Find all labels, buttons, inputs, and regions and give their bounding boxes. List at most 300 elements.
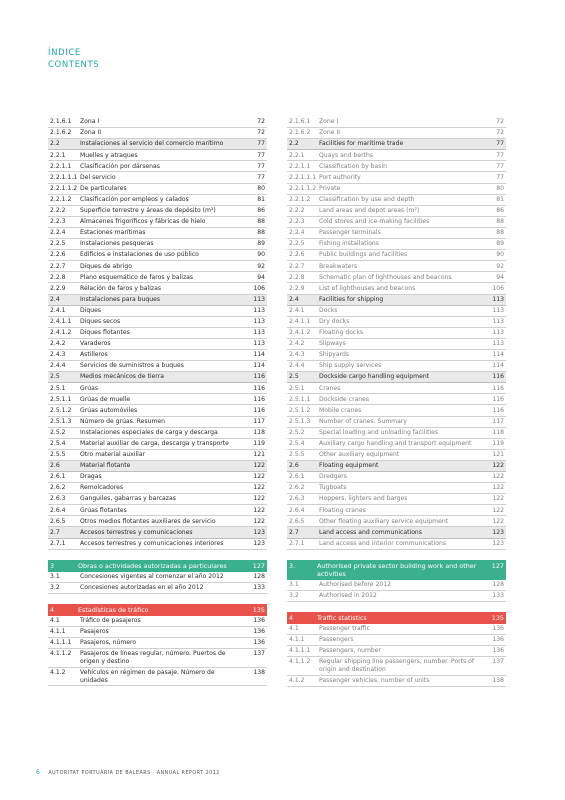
toc-row[interactable]	[287, 427, 506, 438]
toc-page: 77	[482, 161, 506, 172]
toc-row[interactable]	[48, 572, 267, 583]
toc-page: 86	[482, 205, 506, 216]
toc-row[interactable]	[287, 449, 506, 460]
toc-title: De particulares	[78, 183, 243, 194]
toc-number: 2.6.2	[287, 483, 317, 494]
chapter-page: 135	[491, 613, 504, 622]
toc-title: List of lighthouses and beacons	[317, 283, 482, 294]
toc-number: 4.1.2	[287, 675, 317, 686]
toc-row[interactable]	[48, 117, 267, 128]
chapter-header[interactable]	[287, 560, 506, 580]
toc-page: 122	[243, 505, 267, 516]
toc-page: 77	[243, 139, 267, 150]
toc-page: 119	[243, 438, 267, 449]
toc-number: 4.1.1.1	[48, 638, 78, 649]
toc-number: 2.5.4	[48, 438, 78, 449]
toc-title: Instalaciones especiales de carga y descarga	[78, 427, 243, 438]
toc-page: 114	[482, 349, 506, 360]
toc-number: 2.2.2	[48, 205, 78, 216]
toc-row[interactable]	[287, 338, 506, 349]
toc-row[interactable]	[287, 183, 506, 194]
toc-row[interactable]	[48, 128, 267, 139]
toc-page: 77	[243, 172, 267, 183]
toc-number: 4.1.1.2	[48, 649, 78, 668]
toc-row[interactable]	[287, 117, 506, 128]
toc-row[interactable]	[287, 261, 506, 272]
toc-title: Passenger traffic	[317, 624, 482, 635]
toc-row[interactable]	[287, 383, 506, 394]
toc-title: Servicios de suministros a buques	[78, 361, 243, 372]
toc-row[interactable]	[48, 349, 267, 360]
chapter-header[interactable]	[287, 612, 506, 624]
toc-title: Breakwaters	[317, 261, 482, 272]
toc-section-row[interactable]	[48, 294, 267, 305]
toc-page: 122	[482, 505, 506, 516]
toc-number: 2.7	[287, 527, 317, 538]
chapter-number: 3	[50, 561, 55, 570]
toc-number: 2.2.3	[287, 216, 317, 227]
toc-page: 122	[243, 483, 267, 494]
toc-title: Cold stores and ice-making facilities	[317, 216, 482, 227]
footer-text: AUTORITAT PORTUÀRIA DE BALEARS · ANNUAL REPORT 2012	[48, 771, 220, 776]
toc-section-row[interactable]	[287, 527, 506, 538]
toc-title: Diques	[78, 305, 243, 316]
toc-page: 116	[243, 383, 267, 394]
toc-title: Hoppers, lighters and barges	[317, 494, 482, 505]
toc-number: 2.7	[48, 527, 78, 538]
toc-row[interactable]	[48, 667, 267, 686]
toc-title: Estaciones marítimas	[78, 227, 243, 238]
title-en: CONTENTS	[48, 60, 100, 70]
toc-page: 113	[243, 316, 267, 327]
toc-number: 2.6.2	[48, 483, 78, 494]
toc-title: Clasificación por dársenas	[78, 161, 243, 172]
toc-number: 4.1	[287, 624, 317, 635]
toc-number: 4.1.2	[48, 667, 78, 686]
toc-row[interactable]	[287, 316, 506, 327]
toc-page: 72	[482, 128, 506, 139]
toc-number: 3.2	[48, 582, 78, 593]
toc-title: Dredgers	[317, 472, 482, 483]
toc-section-row[interactable]	[287, 294, 506, 305]
toc-page: 117	[243, 416, 267, 427]
chapter-page: 127	[491, 561, 504, 570]
toc-page: 92	[482, 261, 506, 272]
toc-title: Floating cranes	[317, 505, 482, 516]
toc-number: 2.4.2	[48, 338, 78, 349]
toc-title: Passenger vehicles, number of units	[317, 675, 482, 686]
toc-number: 4.1.1.2	[287, 657, 317, 676]
toc-number: 3.1	[287, 580, 317, 591]
toc-title: Dockside cranes	[317, 394, 482, 405]
toc-page: 138	[243, 667, 267, 686]
toc-page: 106	[482, 283, 506, 294]
toc-row[interactable]	[48, 383, 267, 394]
toc-row[interactable]	[48, 505, 267, 516]
toc-number: 2.1.6.1	[48, 117, 78, 128]
toc-row[interactable]	[287, 590, 506, 601]
toc-number: 2.4.1.2	[287, 327, 317, 338]
chapter-header[interactable]	[48, 560, 267, 572]
toc-page: 113	[243, 294, 267, 305]
toc-row[interactable]	[48, 150, 267, 161]
toc-page: 113	[482, 327, 506, 338]
toc-section-row[interactable]	[287, 139, 506, 150]
toc-row[interactable]	[48, 172, 267, 183]
chapter-page: 135	[252, 605, 265, 614]
toc-page: 80	[243, 183, 267, 194]
toc-title: Edificios e instalaciones de uso público	[78, 250, 243, 261]
toc-number: 2.2.1	[287, 150, 317, 161]
toc-page: 138	[482, 675, 506, 686]
toc-title: Mobile cranes	[317, 405, 482, 416]
toc-page: 123	[482, 538, 506, 549]
toc-row[interactable]	[287, 580, 506, 591]
toc-number: 2.2.7	[48, 261, 78, 272]
toc-row[interactable]	[48, 361, 267, 372]
toc-row[interactable]	[287, 505, 506, 516]
toc-page: 136	[482, 624, 506, 635]
toc-row[interactable]	[287, 483, 506, 494]
toc-number: 2.2.8	[287, 272, 317, 283]
toc-number: 4.1	[48, 616, 78, 627]
toc-row[interactable]	[48, 272, 267, 283]
chapter-number: 4	[50, 605, 55, 614]
toc-row[interactable]	[48, 261, 267, 272]
toc-page: 116	[243, 405, 267, 416]
toc-page: 121	[482, 449, 506, 460]
toc-number: 2.2.4	[287, 227, 317, 238]
toc-page: 123	[243, 527, 267, 538]
toc-number: 2.4.1.2	[48, 327, 78, 338]
toc-number: 2.4.1	[287, 305, 317, 316]
toc-row[interactable]	[287, 675, 506, 686]
toc-row[interactable]	[287, 128, 506, 139]
toc-row[interactable]	[287, 394, 506, 405]
chapter-number: 4	[289, 613, 294, 622]
toc-number: 4.1.1.1	[287, 646, 317, 657]
toc-title: Clasificación por empleos y calados	[78, 194, 243, 205]
toc-row[interactable]	[287, 272, 506, 283]
toc-row[interactable]	[287, 150, 506, 161]
toc-page: 122	[482, 494, 506, 505]
toc-number: 2.2.2	[287, 205, 317, 216]
toc-row[interactable]	[287, 361, 506, 372]
toc-row[interactable]	[287, 634, 506, 645]
toc-title: Port authority	[317, 172, 482, 183]
toc-chapter	[48, 604, 267, 686]
toc-page: 116	[482, 405, 506, 416]
toc-number: 2.2.1.2	[287, 194, 317, 205]
toc-number: 2.6.3	[287, 494, 317, 505]
page-header	[48, 47, 99, 71]
toc-page: 89	[243, 239, 267, 250]
toc-title: Grúas flotantes	[78, 505, 243, 516]
toc-title: Cranes	[317, 383, 482, 394]
toc-row[interactable]	[48, 338, 267, 349]
toc-row[interactable]	[287, 305, 506, 316]
toc-title: Plano esquemático de faros y balizas	[78, 272, 243, 283]
toc-number: 2.5.1.3	[287, 416, 317, 427]
toc-page: 133	[243, 582, 267, 593]
toc-page: 113	[482, 338, 506, 349]
toc-page: 114	[243, 349, 267, 360]
toc-row[interactable]	[48, 494, 267, 505]
toc-title: Other auxiliary equipment	[317, 449, 482, 460]
toc-row[interactable]	[287, 239, 506, 250]
toc-page: 72	[243, 117, 267, 128]
toc-page: 113	[243, 338, 267, 349]
toc-row[interactable]	[287, 405, 506, 416]
toc-title: Special loading and unloading facilities	[317, 427, 482, 438]
toc-page: 128	[243, 572, 267, 583]
toc-title: Classification by use and depth	[317, 194, 482, 205]
toc-page: 118	[482, 427, 506, 438]
toc-title: Tráfico de pasajeros	[78, 616, 243, 627]
chapter-table	[48, 616, 267, 686]
toc-row[interactable]	[48, 250, 267, 261]
toc-number: 2.5.1.1	[48, 394, 78, 405]
toc-row[interactable]	[287, 416, 506, 427]
toc-row[interactable]	[287, 227, 506, 238]
toc-number: 2.4.3	[287, 349, 317, 360]
toc-number: 2.5.5	[48, 449, 78, 460]
toc-number: 2.5.5	[287, 449, 317, 460]
toc-row[interactable]	[48, 638, 267, 649]
toc-number: 2.4.3	[48, 349, 78, 360]
toc-title: Grúas	[78, 383, 243, 394]
toc-number: 2.2.4	[48, 227, 78, 238]
toc-row[interactable]	[48, 194, 267, 205]
toc-number: 2.4	[48, 294, 78, 305]
toc-number: 2.2.1.1	[287, 161, 317, 172]
toc-number: 2.2.8	[48, 272, 78, 283]
toc-row[interactable]	[287, 216, 506, 227]
toc-page: 128	[482, 580, 506, 591]
toc-title: Public buildings and facilities	[317, 250, 482, 261]
toc-row[interactable]	[287, 438, 506, 449]
toc-page: 116	[482, 383, 506, 394]
toc-page: 114	[243, 361, 267, 372]
toc-row[interactable]	[287, 327, 506, 338]
toc-page: 117	[482, 416, 506, 427]
toc-number: 2.4.2	[287, 338, 317, 349]
toc-page: 77	[243, 161, 267, 172]
toc-page: 136	[243, 616, 267, 627]
toc-page: 77	[243, 150, 267, 161]
toc-number: 2.5.1.2	[287, 405, 317, 416]
toc-row[interactable]	[287, 538, 506, 549]
toc-row[interactable]	[48, 649, 267, 668]
toc-row[interactable]	[48, 427, 267, 438]
toc-page: 121	[243, 449, 267, 460]
toc-page: 113	[482, 316, 506, 327]
toc-page: 122	[243, 472, 267, 483]
toc-row[interactable]	[48, 305, 267, 316]
toc-row[interactable]	[48, 582, 267, 593]
toc-title: Authorised in 2012	[317, 590, 482, 601]
toc-page: 88	[243, 227, 267, 238]
toc-row[interactable]	[287, 250, 506, 261]
toc-section-row[interactable]	[287, 460, 506, 471]
toc-chapter	[287, 612, 506, 687]
toc-number: 2.5.4	[287, 438, 317, 449]
toc-title: Floating equipment	[317, 460, 482, 471]
toc-title: Vehículos en régimen de pasaje. Número de unidades	[78, 667, 243, 686]
toc-page: 122	[482, 516, 506, 527]
toc-title: Material flotante	[78, 460, 243, 471]
toc-row[interactable]	[48, 327, 267, 338]
toc-number: 2.2.7	[287, 261, 317, 272]
toc-row[interactable]	[48, 538, 267, 549]
toc-page: 88	[243, 216, 267, 227]
toc-number: 2.2.1.1.2	[48, 183, 78, 194]
toc-number: 2.2.5	[48, 239, 78, 250]
toc-number: 2.4.1.1	[48, 316, 78, 327]
toc-section-row[interactable]	[287, 372, 506, 383]
toc-page: 77	[482, 150, 506, 161]
toc-title: Varaderos	[78, 338, 243, 349]
toc-row[interactable]	[287, 516, 506, 527]
toc-page: 137	[482, 657, 506, 676]
toc-row[interactable]	[287, 194, 506, 205]
toc-row[interactable]	[48, 205, 267, 216]
toc-row[interactable]	[287, 494, 506, 505]
toc-title: Tugboats	[317, 483, 482, 494]
toc-number: 2.2	[287, 139, 317, 150]
toc-title: Facilities for shipping	[317, 294, 482, 305]
toc-page: 80	[482, 183, 506, 194]
toc-page: 90	[482, 250, 506, 261]
toc-page: 72	[243, 128, 267, 139]
toc-title: Dockside cargo handling equipment	[317, 372, 482, 383]
toc-section-row[interactable]	[48, 372, 267, 383]
toc-number: 2.6.3	[48, 494, 78, 505]
toc-row[interactable]	[287, 472, 506, 483]
chapter-title: Obras o actividades autorizadas a particulares	[78, 561, 227, 570]
toc-title: Passengers, number	[317, 646, 482, 657]
toc-number: 2.2.5	[287, 239, 317, 250]
toc-title: Floating docks	[317, 327, 482, 338]
toc-row[interactable]	[287, 161, 506, 172]
toc-page: 118	[243, 427, 267, 438]
toc-title: Zone II	[317, 128, 482, 139]
chapter-table	[287, 624, 506, 687]
toc-section-row[interactable]	[48, 139, 267, 150]
toc-title: Passenger terminals	[317, 227, 482, 238]
toc-row[interactable]	[287, 205, 506, 216]
toc-title: Zona I	[78, 117, 243, 128]
toc-number: 2.2	[48, 139, 78, 150]
toc-number: 2.4.4	[287, 361, 317, 372]
chapter-number: 3.	[289, 561, 296, 570]
toc-section-row[interactable]	[48, 460, 267, 471]
toc-row[interactable]	[48, 483, 267, 494]
toc-title: Fishing installations	[317, 239, 482, 250]
toc-row[interactable]	[287, 657, 506, 676]
toc-row[interactable]	[48, 161, 267, 172]
toc-number: 2.2.1.1.1	[287, 172, 317, 183]
toc-row[interactable]	[48, 616, 267, 627]
toc-page: 94	[243, 272, 267, 283]
toc-row[interactable]	[287, 646, 506, 657]
toc-title: Del servicio	[78, 172, 243, 183]
chapter-title: Estadísticas de tráfico	[78, 605, 149, 614]
toc-number: 2.2.1.1.1	[48, 172, 78, 183]
toc-row[interactable]	[48, 239, 267, 250]
toc-row[interactable]	[48, 183, 267, 194]
toc-page: 136	[482, 634, 506, 645]
toc-title: Relación de faros y balizas	[78, 283, 243, 294]
toc-title: Diques de abrigo	[78, 261, 243, 272]
toc-table-en	[287, 117, 506, 550]
toc-number: 2.2.1.1.2	[287, 183, 317, 194]
toc-title: Docks	[317, 305, 482, 316]
toc-title: Slipways	[317, 338, 482, 349]
toc-page: 122	[482, 472, 506, 483]
toc-section-row[interactable]	[48, 527, 267, 538]
toc-page: 133	[482, 590, 506, 601]
toc-row[interactable]	[48, 449, 267, 460]
toc-page: 116	[243, 372, 267, 383]
toc-number: 2.2.6	[48, 250, 78, 261]
toc-row[interactable]	[287, 172, 506, 183]
toc-title: Accesos terrestres y comunicaciones interiores	[78, 538, 243, 549]
chapter-table	[287, 580, 506, 602]
toc-row[interactable]	[48, 472, 267, 483]
toc-row[interactable]	[287, 349, 506, 360]
toc-row[interactable]	[287, 283, 506, 294]
toc-title: Astilleros	[78, 349, 243, 360]
toc-number: 2.4.1	[48, 305, 78, 316]
toc-row[interactable]	[287, 624, 506, 635]
toc-title: Muelles y atraques	[78, 150, 243, 161]
chapter-header[interactable]	[48, 604, 267, 616]
toc-row[interactable]	[48, 405, 267, 416]
toc-number: 2.2.9	[287, 283, 317, 294]
chapter-page: 127	[252, 561, 265, 570]
toc-row[interactable]	[48, 516, 267, 527]
toc-page: 89	[482, 239, 506, 250]
toc-title: Material auxiliar de carga, descarga y transporte	[78, 438, 243, 449]
toc-number: 2.5.1.3	[48, 416, 78, 427]
toc-row[interactable]	[48, 394, 267, 405]
toc-row[interactable]	[48, 227, 267, 238]
toc-row[interactable]	[48, 416, 267, 427]
toc-page: 81	[482, 194, 506, 205]
toc-title: Grúas de muelle	[78, 394, 243, 405]
toc-number: 2.2.3	[48, 216, 78, 227]
toc-title: Quays and berths	[317, 150, 482, 161]
toc-page: 86	[243, 205, 267, 216]
toc-page: 92	[243, 261, 267, 272]
toc-number: 2.6	[48, 460, 78, 471]
toc-number: 2.4.1.1	[287, 316, 317, 327]
toc-row[interactable]	[48, 216, 267, 227]
toc-page: 122	[482, 460, 506, 471]
toc-row[interactable]	[48, 283, 267, 294]
toc-row[interactable]	[48, 626, 267, 637]
toc-number: 2.7.1	[287, 538, 317, 549]
toc-page: 122	[243, 494, 267, 505]
toc-page: 88	[482, 227, 506, 238]
toc-row[interactable]	[48, 316, 267, 327]
toc-number: 2.6.5	[287, 516, 317, 527]
toc-page: 113	[482, 294, 506, 305]
toc-row[interactable]	[48, 438, 267, 449]
toc-table-es	[48, 117, 267, 550]
toc-page: 122	[482, 483, 506, 494]
